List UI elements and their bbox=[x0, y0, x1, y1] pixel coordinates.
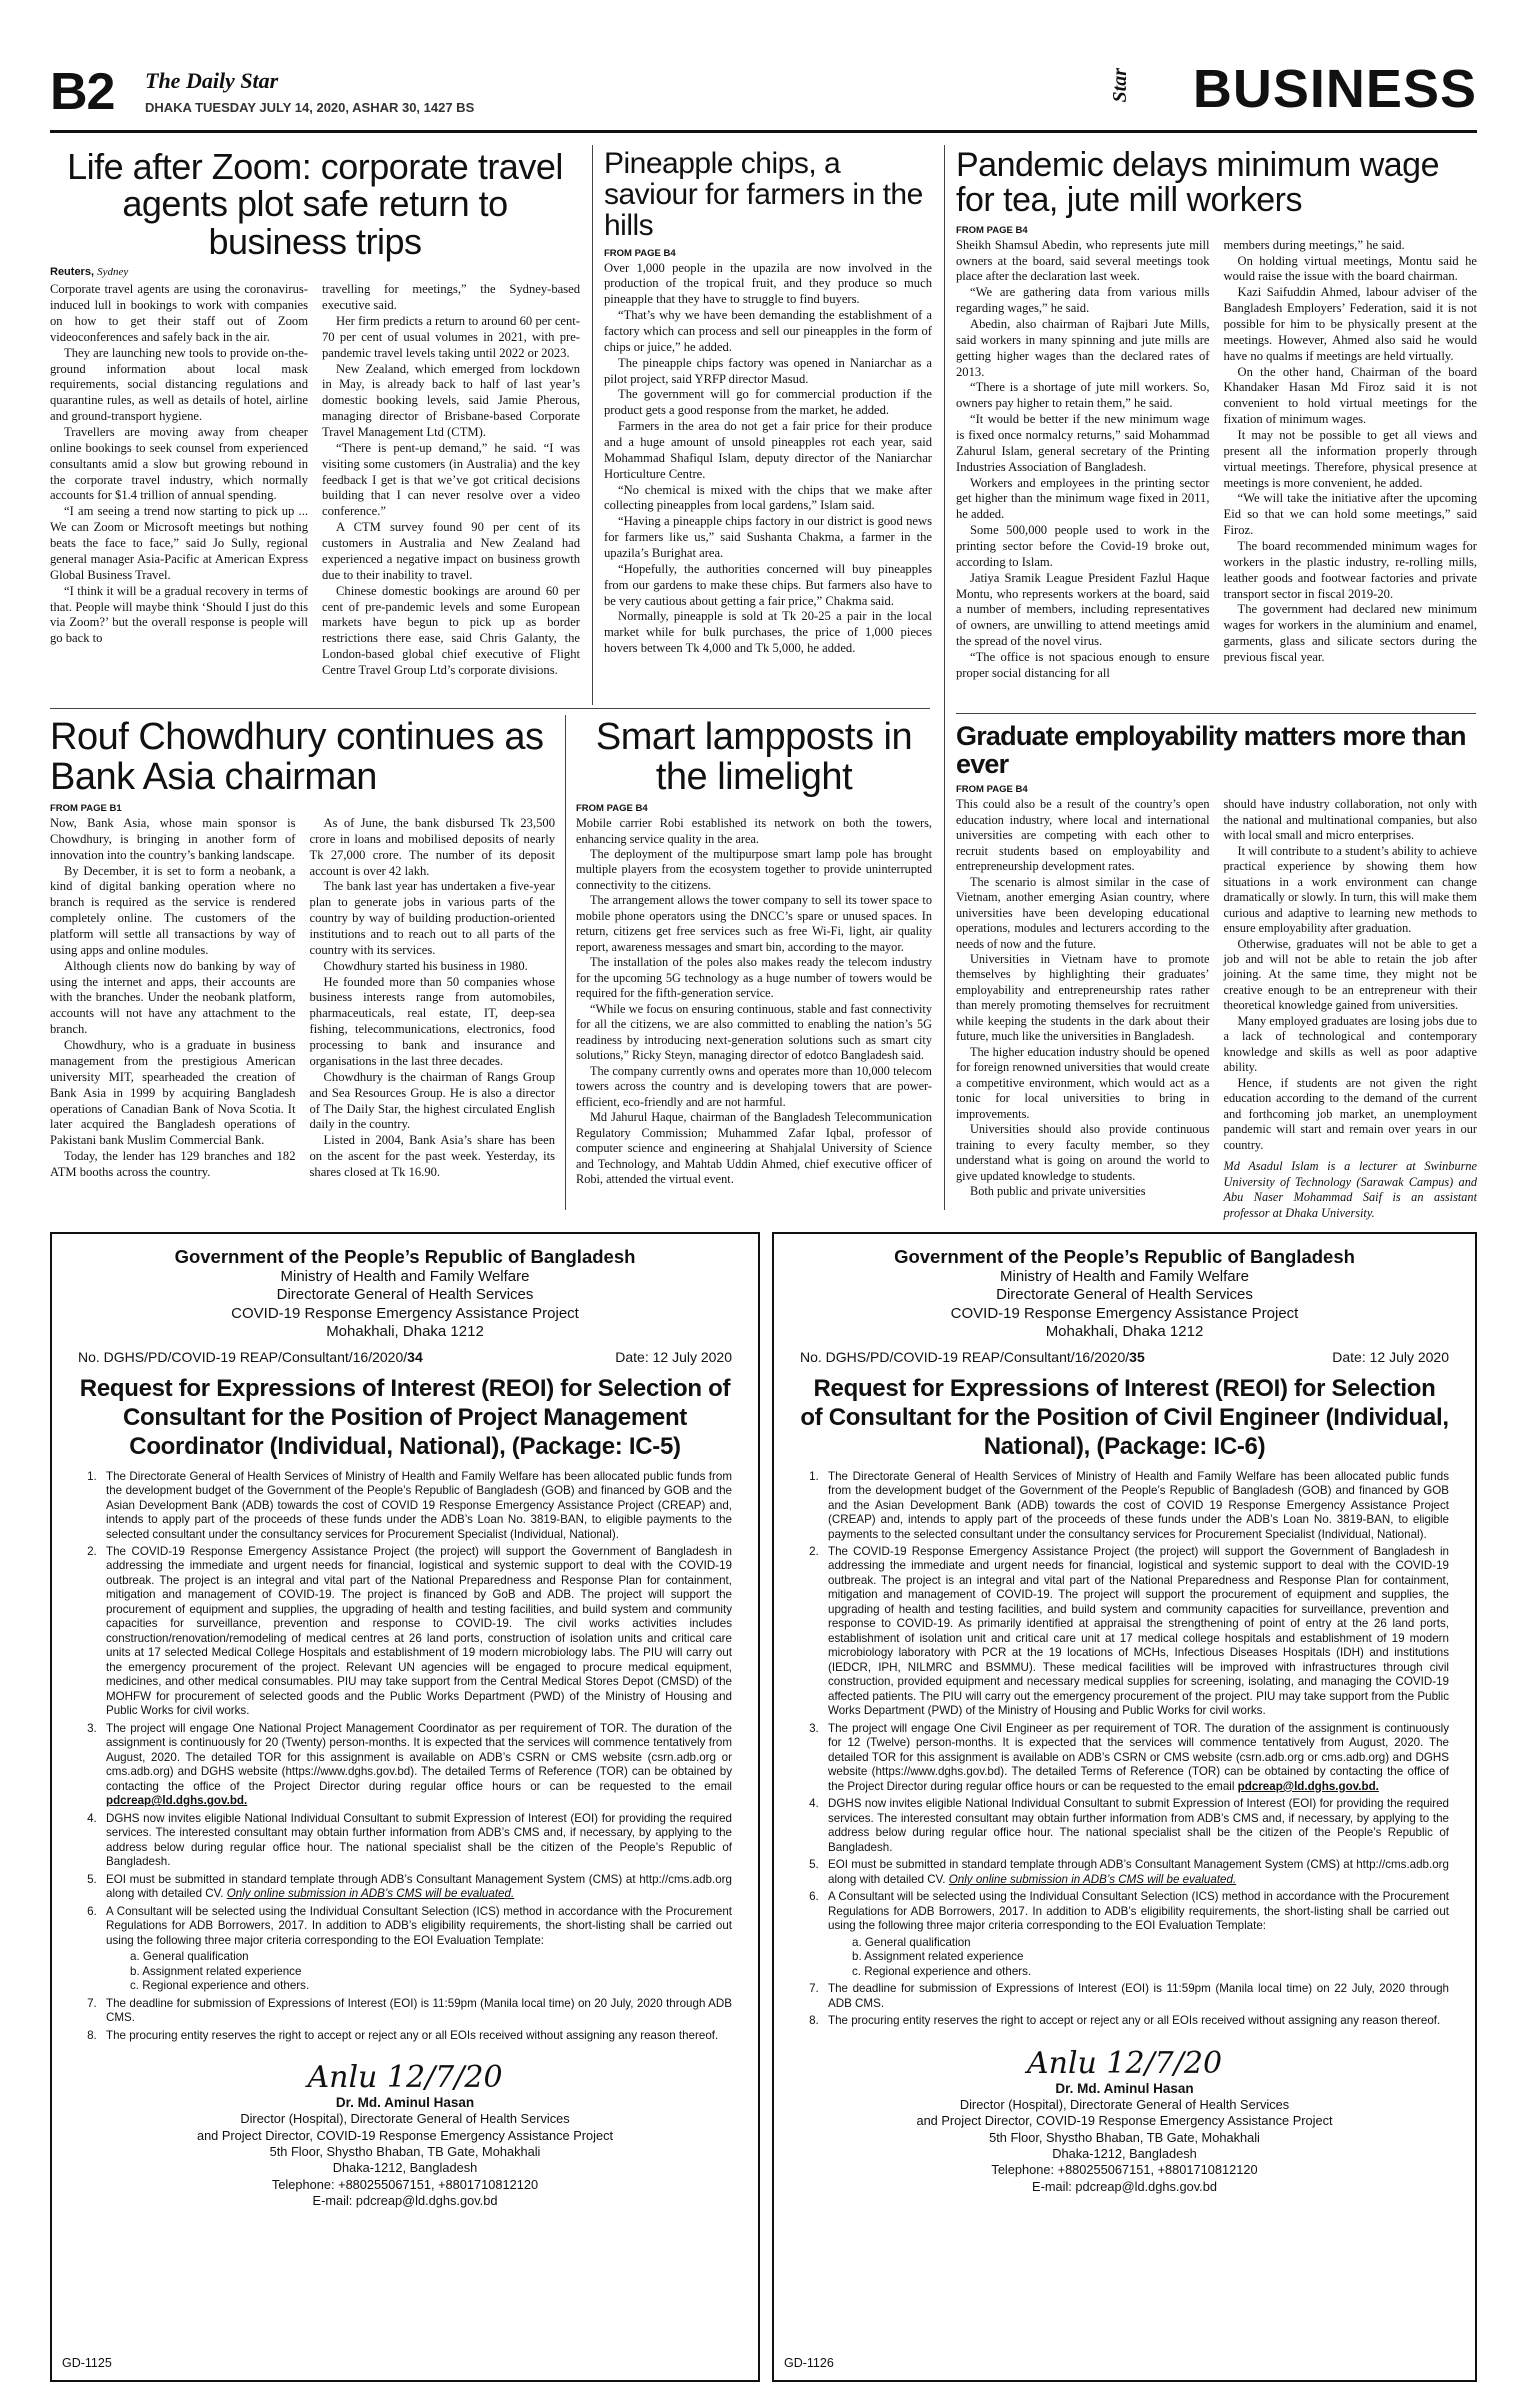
ad-date: Date: 12 July 2020 bbox=[1332, 1349, 1449, 1366]
signatory-title: and Project Director, COVID-19 Response Emergency Assistance Project bbox=[196, 2127, 614, 2143]
paragraph: The scenario is almost similar in the case of Vietnam, another emerging Asian country, where universities have been developing educational operations, modules and lecturers according to the needs of now and the future. bbox=[956, 874, 1210, 951]
ad-clause: 2. The COVID-19 Response Emergency Assistance Project (the project) will support the Government of Bangladesh in addressing the immediate and urgent needs for financial, logistical and systemic support to deal with the COVID-19 outbreak. The project is an integral and vital part of the National Preparedness and Response Plan for containment, mitigation and management of COVID-19. The project is financed by GoB and ADB. The project will support the procurement of equipment and supplies, the upgrading of health and testing facilities, and build system and community capacities for surveillance, prevention and response to COVID-19. The civil works activities includes construction/renovation/remodeling of medical centres at 26 land ports, construction of isolation units and critical care units at 17 selected Medical College Hospitals and establishment of 19 modern microbiology labs. The PIU will carry out the emergency procurement of the project. Relevant UN agencies will be engaged to procure medical equipment, medicines, and other medical consumables. PIU may take support from the Central Medical Stores Depot (CMSD) of the MOHFW for procurement of selected goods and the Public Works Department (PWD) of the Ministry of Housing and Public Works for civil works. bbox=[100, 1545, 732, 1719]
masthead-rule bbox=[50, 130, 1477, 133]
ad-criterion: c. Regional experience and others. bbox=[852, 1964, 1032, 1978]
ad-clause: 7. The deadline for submission of Expressions of Interest (EOI) is 11:59pm (Manila local time) on 22 July, 2020 through ADB CMS. bbox=[822, 1982, 1449, 2011]
ad-reference-prefix: No. DGHS/PD/COVID-19 REAP/Consultant/16/2020/ bbox=[78, 1349, 408, 1366]
paragraph: Listed in 2004, Bank Asia’s share has been on the ascent for the past week. Yesterday, its shares closed at Tk 16.90. bbox=[309, 1133, 555, 1179]
byline-agency: Reuters, bbox=[50, 266, 95, 279]
signatory-address: Dhaka-1212, Bangladesh bbox=[1052, 2145, 1197, 2161]
paragraph: Both public and private universities bbox=[970, 1184, 1146, 1199]
paragraph: “It would be better if the new minimum wage is fixed once normalcy returns,” said Mohammad Zahurul Islam, general secretary of the Printing Industries Association of Bangladesh. bbox=[956, 412, 1210, 474]
ad-clause bbox=[100, 1905, 732, 1994]
paragraph: Farmers in the area do not get a fair price for their produce and a huge amount of unsold pineapples rot each year, said Mohammad Shafiqul Islam, deputy director of the Naniarchar Horticulture Centre. bbox=[604, 419, 932, 481]
from-page: FROM PAGE B4 bbox=[956, 784, 1028, 796]
paragraph: Her firm predicts a return to around 60 per cent-70 per cent of usual volumes in 2021, with pre-pandemic travel levels taking until 2022 or 2023. bbox=[322, 314, 580, 360]
ad-criterion: b. Assignment related experience bbox=[852, 1950, 1024, 1964]
byline bbox=[50, 266, 580, 278]
paragraph: It will contribute to a student’s ability to achieve practical experience by showing them how situations in a work environment can change dramatically or slowly. In turn, this will make them curious and adaptive to learning new methods to ensure employability after graduation. bbox=[1223, 843, 1477, 936]
signatory-name: Dr. Md. Aminul Hasan bbox=[335, 2094, 475, 2110]
ad-email-link[interactable]: pdcreap@ld.dghs.gov.bd. bbox=[106, 1794, 248, 1808]
ad-reference bbox=[800, 1349, 1145, 1365]
ad-address: Mohakhali, Dhaka 1212 bbox=[1045, 1322, 1204, 1340]
from-page: FROM PAGE B4 bbox=[604, 247, 676, 259]
ad-clause: 8. The procuring entity reserves the right to accept or reject any or all EOIs received without assigning any reason thereof. bbox=[100, 2029, 732, 2043]
ad-criteria bbox=[846, 1936, 1449, 1979]
signatory-telephone: Telephone: +880255067151, +8801710812120 bbox=[991, 2162, 1258, 2178]
ad-clause-text: A Consultant will be selected using the Individual Consultant Selection (ICS) method in accordance with the Procurement Regulations for ADB Borrowers, 2017. In addition to ADB’s eligibility requirements, the short-listing shall be carried out using the following three major criteria corresponding to the EOI Evaluation Template: bbox=[106, 1904, 732, 1947]
ad-date: Date: 12 July 2020 bbox=[615, 1349, 732, 1366]
ad-reference-row bbox=[78, 1349, 732, 1365]
ad-criterion: a. General qualification bbox=[130, 1950, 249, 1964]
paragraph: “Hopefully, the authorities concerned will buy pineapples from our gardens to make these chips. But farmers also have to be very cautious about getting a fair price,” Chakma said. bbox=[604, 561, 932, 608]
paragraph: The higher education industry should be opened for foreign renowned universities that would create a competitive environment, which would act as a tonic for local universities to bring in improvements. bbox=[956, 1044, 1210, 1121]
paragraph: Universities should also provide continuous training to every faculty member, so they understand what is going on around the world to give updated knowledge to students. bbox=[956, 1122, 1210, 1183]
headline: Rouf Chowdhury continues as Bank Asia chairman bbox=[50, 716, 544, 798]
paragraph: The arrangement allows the tower company to sell its tower space to mobile phone operators using the DNCC’s spare or unused spaces. In return, citizens get free services such as free Wi-Fi, light, air quality report, awareness messages and smart bin, according to the mayor. bbox=[576, 893, 932, 954]
ad-criterion: a. General qualification bbox=[852, 1935, 971, 1949]
ad-signature-block bbox=[800, 2047, 1449, 2196]
paragraph: Normally, pineapple is sold at Tk 20-25 a pair in the local market while for bulk purchases, the price of 1,000 pieces hovers between Tk 4,000 and Tk 5,000, he added. bbox=[604, 609, 932, 656]
paragraph: “I am seeing a trend now starting to pick up ... We can Zoom or Microsoft meetings but nothing beats the face to face,” said Jo Sully, regional general manager Asia-Pacific at American Express Global Business Travel. bbox=[50, 504, 308, 582]
ad-clause bbox=[822, 1858, 1449, 1887]
paragraph: “There is a shortage of jute mill workers. So, owners pay higher to retain them,” he said. bbox=[956, 380, 1210, 411]
paragraph: Universities in Vietnam have to promote themselves by highlighting their graduates’ employability and entrepreneurship rates rather than merely promoting themselves for recruitment while keeping the students in the dark about their future, much like the universities in Bangladesh. bbox=[956, 952, 1210, 1044]
ad-clause-text: A Consultant will be selected using the Individual Consultant Selection (ICS) method in accordance with the Procurement Regulations for ADB Borrowers, 2017. In addition to ADB’s eligibility requirements, the short-listing shall be carried out using the following three major criteria corresponding to the EOI Evaluation Template: bbox=[828, 1890, 1449, 1933]
ad-reference-row bbox=[800, 1349, 1449, 1365]
article-pineapple-chips bbox=[604, 148, 932, 704]
paragraph: Chinese domestic bookings are around 60 per cent of pre-pandemic levels and some European markets have begun to pick up as border restrictions there ease, said Chris Galanty, the London-based global chief executive of Flight Centre Travel Group Ltd’s corporate divisions. bbox=[322, 583, 580, 677]
body-column bbox=[50, 282, 308, 678]
headline: Pandemic delays minimum wage for tea, jute mill workers bbox=[956, 146, 1439, 220]
headline: Graduate employability matters more than ever bbox=[956, 721, 1466, 780]
paragraph: members during meetings,” he said. bbox=[1223, 237, 1405, 252]
dateline: DHAKA TUESDAY JULY 14, 2020, ASHAR 30, 1427 BS bbox=[145, 100, 475, 115]
signatory-title: and Project Director, COVID-19 Response Emergency Assistance Project bbox=[916, 2113, 1333, 2129]
paragraph: “While we focus on ensuring continuous, stable and fast connectivity for all the citizens, we are also committed to enabling the nation’s 5G readiness by introducing next-generation solutions such as smart city solutions,” Ricky Steyn, managing director of edotco Bangladesh said. bbox=[576, 1001, 932, 1063]
article-minimum-wage bbox=[956, 148, 1477, 708]
advert-reoi-project-coordinator bbox=[50, 1232, 760, 2382]
paragraph: Corporate travel agents are using the coronavirus-induced lull in bookings to work with companies on how to get their staff out of Zoom videoconferences and safely back in the air. bbox=[50, 282, 308, 344]
ad-code: GD-1126 bbox=[784, 2356, 834, 2370]
paragraph: Chowdhury is the chairman of Rangs Group and Sea Resources Group. He is also a director of The Daily Star, the highest circulated English daily in the country. bbox=[309, 1069, 555, 1132]
column-divider bbox=[565, 715, 566, 1210]
paragraph: The board recommended minimum wages for workers in the plastic industry, re-rolling mills, leather goods and footwear factories and private transport sector in fiscal 2019-20. bbox=[1223, 539, 1477, 601]
ad-clauses bbox=[78, 1470, 732, 2043]
paragraph: “That’s why we have been demanding the establishment of a factory which can process and sell our pineapples in the form of chips or juice,” he added. bbox=[604, 308, 932, 354]
ad-clause-text: EOI must be submitted in standard template through ADB’s Consultant Management System (CMS) at http://cms.adb.org along with detailed CV. bbox=[106, 1872, 732, 1901]
paragraph: Over 1,000 people in the upazila are now involved in the production of the tropical fruit, and they produce so much pineapple that they have to struggle to find buyers. bbox=[604, 260, 932, 307]
author-note: Md Asadul Islam is a lecturer at Swinburne University of Technology (Sarawak Campus) and Abu Naser Mohammad Saif is an assistant professor at Dhaka University. bbox=[1223, 1159, 1477, 1220]
signatory-address: 5th Floor, Shystho Bhaban, TB Gate, Mohakhali bbox=[269, 2144, 541, 2159]
ad-criteria bbox=[124, 1950, 732, 1993]
ad-code: GD-1125 bbox=[62, 2356, 112, 2370]
ad-clauses bbox=[800, 1470, 1449, 2029]
body-column bbox=[576, 816, 932, 1188]
article-bank-asia bbox=[50, 718, 555, 1210]
paragraph: Jatiya Sramik League President Fazlul Haque Montu, who represents workers at the board, said a number of members, including representatives of owners, are unwilling to attend meetings amid the spread of the novel virus. bbox=[956, 570, 1210, 649]
ad-clause-text: EOI must be submitted in standard template through ADB’s Consultant Management System (CMS) at http://cms.adb.org along with detailed CV. bbox=[828, 1858, 1449, 1886]
paragraph: Abedin, also chairman of Rajbari Jute Mills, said workers in many spinning and jute mills are getting higher wages than the declared rates of 2013. bbox=[956, 317, 1210, 379]
byline-place: Sydney bbox=[97, 266, 129, 279]
article-graduate-employability bbox=[956, 721, 1477, 1220]
paragraph: On the other hand, Chairman of the board Khandaker Hasan Md Firoz said it is not convenient to hold virtual meetings for the fixation of minimum wages. bbox=[1223, 364, 1477, 427]
ad-clause: 8. The procuring entity reserves the right to accept or reject any or all EOIs received without assigning any reason thereof. bbox=[822, 2014, 1449, 2028]
paragraph: As of June, the bank disbursed Tk 23,500 crore in loans and mobilised deposits of nearly Tk 27,000 crore. The number of its deposit account is over 42 lakh. bbox=[309, 816, 555, 878]
ad-criterion: c. Regional experience and others. bbox=[130, 1979, 310, 1993]
paragraph: travelling for meetings,” the Sydney-based executive said. bbox=[322, 282, 580, 313]
article-smart-lampposts bbox=[576, 718, 932, 1210]
paragraph: Md Jahurul Haque, chairman of the Bangladesh Telecommunication Regulatory Commission; Muhammed Zafar Iqbal, professor of computer science and engineering at Shahjalal University of Science and Technology, and Mahtab Uddin Ahmed, chief executive officer of Robi, attended the virtual event. bbox=[576, 1110, 932, 1187]
paragraph: Now, Bank Asia, whose main sponsor is Chowdhury, is bringing in another form of innovation into the country’s banking landscape. bbox=[50, 816, 296, 862]
paragraph: “The office is not spacious enough to ensure proper social distancing for all bbox=[956, 650, 1210, 680]
paragraph: On holding virtual meetings, Montu said he would raise the issue with the board chairman. bbox=[1223, 253, 1477, 284]
ad-reference-number: 35 bbox=[1129, 1349, 1145, 1366]
paragraph: They are launching new tools to provide on-the-ground information about local mask requirements, social distancing regulations and quarantine rules, as well as details of hotel, airline and ground-transport hygiene. bbox=[50, 345, 308, 424]
headline: Life after Zoom: corporate travel agents plot safe return to business trips bbox=[67, 146, 563, 262]
headline: Smart lampposts in the limelight bbox=[595, 716, 913, 798]
body-column bbox=[604, 261, 932, 657]
paragraph: “There is pent-up demand,” he said. “I was visiting some customers (in Australia) and the key feedback I get is that we’ve got critical decisions building that I can never resolve over a video conference.” bbox=[322, 440, 580, 519]
ad-clause bbox=[100, 1722, 732, 1809]
paragraph: New Zealand, which emerged from lockdown in May, is already back to half of last year’s domestic booking levels, said Jamie Pherous, managing director of Brisbane-based Corporate Travel Management Ltd (CTM). bbox=[322, 361, 580, 440]
ad-clause: 1. The Directorate General of Health Services of Ministry of Health and Family Welfare has been allocated public funds from the development budget of the Government of the People’s Republic of Bangladesh (GOB) and financed by GOB and the Asian Development Bank (ADB) towards the cost of COVID 19 Response Emergency Assistance Project (CREAP) and, intends to apply part of the proceeds of these funds under the ADB’s Loan No. 3819-BAN, to eligible payments to the selected consultant under the consultancy services for Procurement Specialist (Individual, National). bbox=[100, 1470, 732, 1542]
ad-clause bbox=[822, 1890, 1449, 1979]
body-column bbox=[1224, 238, 1478, 682]
ad-clause: 4. DGHS now invites eligible National Individual Consultant to submit Expression of Interest (EOI) for providing the required services. The interested consultant may obtain further information from ADB’s CMS and, if necessary, by applying to the address below during regular office hour. The national specialist shall be the citizen of the People’s Republic of Bangladesh. bbox=[822, 1797, 1449, 1855]
ad-criterion: b. Assignment related experience bbox=[130, 1964, 302, 1978]
paragraph: The installation of the poles also makes ready the telecom industry for the upcoming 5G technology as a huge number of towers would be required for the fifth-generation service. bbox=[576, 955, 932, 1001]
body-column bbox=[1224, 797, 1478, 1221]
paragraph: By December, it is set to form a neobank, a kind of digital banking operation where no branch is required as the service is rendered completely online. The customers of the platform will settle all transactions by way of using apps and online modules. bbox=[50, 863, 296, 957]
handwritten-signature: Anlu 12/7/20 bbox=[1026, 2045, 1223, 2081]
article-corporate-travel bbox=[50, 148, 580, 704]
row-divider bbox=[956, 713, 1476, 714]
ad-title: Request for Expressions of Interest (REOI) for Selection of Consultant for the Position of Project Management Coordinator (Individual, National), (Package: IC-5) bbox=[79, 1375, 731, 1460]
page-number: B2 bbox=[50, 63, 115, 121]
advert-reoi-civil-engineer bbox=[772, 1232, 1477, 2382]
body-column bbox=[322, 282, 580, 678]
paragraph: Many employed graduates are losing jobs due to a lack of technological and contemporary knowledge and skills as well as poor adaptive ability. bbox=[1223, 1013, 1477, 1075]
body-column bbox=[956, 797, 1210, 1221]
column-divider bbox=[944, 145, 945, 1210]
paragraph: This could also be a result of the country’s open education industry, where local and international universities are competing with each other to recruit students based on employability and entrepreneurship development rates. bbox=[956, 797, 1210, 874]
paragraph: Travellers are moving away from cheaper online bookings to seek counsel from experienced consultants amid a slow but growing rebound in the corporate travel industry, which normally accounts for $1.4 trillion of annual spending. bbox=[50, 425, 308, 503]
paragraph: Today, the lender has 129 branches and 182 ATM booths across the country. bbox=[50, 1149, 296, 1179]
ad-directorate: Directorate General of Health Services bbox=[276, 1286, 534, 1304]
ad-clause: 4. DGHS now invites eligible National Individual Consultant to submit Expression of Interest (EOI) for providing the required services. The interested consultant may obtain further information from ADB’s CMS and, if necessary, by applying to the address below during regular office hour. The national specialist shall be the citizen of the People’s Republic of Bangladesh. bbox=[100, 1812, 732, 1870]
paragraph: “Having a pineapple chips factory in our district is good news for farmers like us,” said Sushanta Chakma, a farmer in the upazila’s Burighat area. bbox=[604, 514, 932, 561]
paragraph: Chowdhury, who is a graduate in business management from the prestigious American university MIT, spearheaded the creation of Bank Asia in 1999 by acquiring Bangladesh operations of Canadian Bank of Nova Scotia. It later acquired the Bangladesh operations of Pakistani bank Muslim Commercial Bank. bbox=[50, 1038, 296, 1148]
paragraph: The government had declared new minimum wages for workers in the aluminium and enamel, garments, glass and silicate sectors during the previous fiscal year. bbox=[1223, 602, 1477, 665]
ad-clause: 2. The COVID-19 Response Emergency Assistance Project (the project) will support the Government of Bangladesh in addressing the immediate and urgent needs for financial, logistical and systemic support to deal with the COVID-19 outbreak. The project is an integral and vital part of the National Preparedness and Response Plan for containment, mitigation and management of COVID-19. The project will support the procurement of equipment and supplies, the upgrading of health and testing facilities, and build system and community capacities for surveillance, prevention and response to COVID-19. As primarily identified at appraisal the strengthening of point of entry at the 26 land ports, establishment of isolation unit and critical care unit at 17 medical college hospitals and establishment of 19 modern microbiology laboratory with PCR at the 19 locations of MCHs, Infectious Diseases Hospitals (IDH) and institutions (IEDCR, IPH, NILMRC and BSMMU). These medical facilities will be improved with infrastructures through civil construction, provided equipment and necessary medical supplies for screening, isolating, and managing the COVID-19 affected patients. The PIU will carry out the emergency procurement of the project. PIU may take support from the Public Works Department (PWD) of the Ministry of Housing and Public Works for civil works. bbox=[822, 1545, 1449, 1719]
ad-directorate: Directorate General of Health Services bbox=[996, 1286, 1253, 1304]
paragraph: Workers and employees in the printing sector get higher than the minimum wage fixed in 2011, he added. bbox=[956, 475, 1210, 522]
paper-logo: The Daily Star bbox=[145, 68, 279, 93]
ad-clause bbox=[100, 1873, 732, 1902]
ad-online-note: Only online submission in ADB’s CMS will be evaluated. bbox=[226, 1887, 515, 1901]
signatory-title: Director (Hospital), Directorate General of Health Services bbox=[959, 2096, 1290, 2112]
ad-clause bbox=[822, 1722, 1449, 1794]
body-column bbox=[50, 816, 296, 1181]
paragraph: “No chemical is mixed with the chips that we make after collecting pineapples from local gardens,” Islam said. bbox=[604, 482, 932, 513]
paragraph: The company currently owns and operates more than 10,000 telecom towers across the country and is developing towers that are power-efficient, eco-friendly and are not harmful. bbox=[576, 1063, 932, 1109]
ad-clause: 7. The deadline for submission of Expressions of Interest (EOI) is 11:59pm (Manila local time) on 20 July, 2020 through ADB CMS. bbox=[100, 1997, 732, 2026]
ad-signature-block bbox=[78, 2061, 732, 2210]
ad-online-note: Only online submission in ADB’s CMS will be evaluated. bbox=[948, 1872, 1237, 1886]
paragraph: Some 500,000 people used to work in the printing sector before the Covid-19 broke out, according to Islam. bbox=[956, 523, 1210, 569]
ad-project: COVID-19 Response Emergency Assistance Project bbox=[950, 1304, 1299, 1322]
paragraph: The pineapple chips factory was opened in Naniarchar as a pilot project, said YRFP director Masud. bbox=[604, 355, 932, 386]
ad-clause-text: The project will engage One National Project Management Coordinator as per requirement of TOR. The duration of the assignment is continuously for 20 (Twenty) person-months. It is expected that the services will commence tentatively from August, 2020. The detailed TOR for this assignment is available on ADB’s CSRN or CMS website (csrn.adb.org or cms.adb.org) and DGHS website (https://www.dghs.gov.bd). The detailed Terms of Reference (TOR) can be obtained by contacting the office of the Project Director during regular office hours or can be requested to the email bbox=[106, 1721, 732, 1793]
paragraph: Although clients now do banking by way of using the internet and apps, their accounts are with the branches. Under the neobank platform, accounts will not have any attachment to the branch. bbox=[50, 958, 296, 1037]
signatory-telephone: Telephone: +880255067151, +8801710812120 bbox=[271, 2176, 539, 2192]
paragraph: Chowdhury started his business in 1980. bbox=[323, 958, 528, 973]
paragraph: Mobile carrier Robi established its network on both the towers, enhancing service quality in the area. bbox=[576, 816, 932, 846]
ad-government: Government of the People’s Republic of Bangladesh bbox=[894, 1246, 1355, 1267]
signatory-address: Dhaka-1212, Bangladesh bbox=[332, 2160, 478, 2176]
paragraph: It may not be possible to get all views and present all the information properly through virtual meetings. Therefore, physical presence at meetings is more convenient, he added. bbox=[1223, 428, 1477, 490]
body-column bbox=[310, 816, 556, 1181]
body-column bbox=[956, 238, 1210, 682]
row-divider bbox=[50, 708, 930, 709]
ad-ministry: Ministry of Health and Family Welfare bbox=[280, 1268, 530, 1285]
ad-project: COVID-19 Response Emergency Assistance Project bbox=[231, 1304, 579, 1322]
from-page: FROM PAGE B4 bbox=[956, 224, 1028, 236]
ad-clause: 1. The Directorate General of Health Services of Ministry of Health and Family Welfare has been allocated public funds from the development budget of the Government of the People’s Republic of Bangladesh (GOB) and financed by GOB and the Asian Development Bank (ADB) towards the cost of COVID 19 Response Emergency Assistance Project (CREAP) and, intends to apply part of the proceeds of these funds under the ADB’s Loan No. 3819-BAN, to eligible payments to the selected consultant under the consultancy services for Procurement Specialist (Individual, National). bbox=[822, 1470, 1449, 1542]
ad-address: Mohakhali, Dhaka 1212 bbox=[326, 1322, 484, 1340]
paragraph: Hence, if students are not given the right education according to the demand of the current and forthcoming job market, an unemployment pandemic will start and remain over years in our country. bbox=[1223, 1075, 1477, 1152]
paragraph: The government will go for commercial production if the product gets a good response from the market, he added. bbox=[604, 387, 932, 418]
star-mark: Star bbox=[1109, 68, 1131, 103]
paragraph: “I think it will be a gradual recovery in terms of that. People will maybe think ‘Should I just do this via Zoom?’ but the overall response is people will go back to bbox=[50, 583, 308, 646]
signatory-title: Director (Hospital), Directorate General of Health Services bbox=[240, 2111, 570, 2127]
paragraph: Otherwise, graduates will not be able to get a job and will not be able to retain the job after joining. At the same time, they might not be creative enough to be an entrepreneur with their theoretical knowledge gained from universities. bbox=[1223, 936, 1477, 1013]
section-title: BUSINESS bbox=[1192, 59, 1477, 119]
ad-government: Government of the People’s Republic of Bangladesh bbox=[174, 1246, 636, 1267]
ad-email-link[interactable]: pdcreap@ld.dghs.gov.bd. bbox=[1237, 1779, 1379, 1793]
signatory-email[interactable]: E-mail: pdcreap@ld.dghs.gov.bd bbox=[1032, 2178, 1217, 2194]
headline: Pineapple chips, a saviour for farmers in the hills bbox=[604, 147, 923, 243]
handwritten-signature: Anlu 12/7/20 bbox=[307, 2059, 503, 2095]
paragraph: The bank last year has undertaken a five-year plan to generate jobs in various parts of the country by way of building production-oriented institutions and to reach out to all parts of the country with its services. bbox=[309, 879, 555, 957]
paragraph: Kazi Saifuddin Ahmed, labour adviser of the Bangladesh Employers’ Federation, said it is not possible for him to be physically present at the meetings. However, Ahmed also said he would have no qualms if meetings are held virtually. bbox=[1223, 285, 1477, 363]
ad-title: Request for Expressions of Interest (REOI) for Selection of Consultant for the Position of Civil Engineer (Individual, National), (Package: IC-6) bbox=[800, 1375, 1449, 1460]
signatory-email[interactable]: E-mail: pdcreap@ld.dghs.gov.bd bbox=[312, 2193, 498, 2209]
column-divider bbox=[592, 145, 593, 705]
paragraph: “We are gathering data from various mills regarding wages,” he said. bbox=[956, 285, 1210, 316]
paragraph: The deployment of the multipurpose smart lamp pole has brought multiple players from the ecosystem together to provide uninterrupted connectivity to the citizens. bbox=[576, 847, 932, 892]
paragraph: He founded more than 50 companies whose business interests range from automobiles, pharmaceuticals, real estate, IT, deep-sea fishing, telecommunications, electronics, food processing to bank and insurance and organisations in the last three decades. bbox=[309, 974, 555, 1068]
ad-reference bbox=[78, 1349, 423, 1365]
paragraph: Sheikh Shamsul Abedin, who represents jute mill owners at the board, said several meetings took place after the declaration last week. bbox=[956, 237, 1210, 284]
ad-reference-prefix: No. DGHS/PD/COVID-19 REAP/Consultant/16/2020/ bbox=[800, 1349, 1130, 1366]
signatory-address: 5th Floor, Shystho Bhaban, TB Gate, Mohakhali bbox=[989, 2129, 1260, 2145]
ad-clause-text: The project will engage One Civil Engineer as per requirement of TOR. The duration of the assignment is continuously for 12 (Twelve) person-months. It is expected that the services will commence tentatively from August, 2020. The detailed TOR for this assignment is available on ADB’s CSRN or CMS website (csrn.adb.org or cms.adb.org) and DGHS website (https://www.dghs.gov.bd). The detailed Terms of Reference (TOR) can be obtained by contacting the office of the Project Director during regular office hours or can be requested to the email bbox=[828, 1721, 1449, 1793]
paragraph: “We will take the initiative after the upcoming Eid so that we can hold some meetings,” said Firoz. bbox=[1223, 491, 1477, 538]
signatory-name: Dr. Md. Aminul Hasan bbox=[1055, 2080, 1194, 2096]
from-page: FROM PAGE B4 bbox=[576, 803, 648, 815]
ad-reference-number: 34 bbox=[407, 1349, 423, 1366]
from-page: FROM PAGE B1 bbox=[50, 803, 122, 815]
paragraph: should have industry collaboration, not only with the national and multinational companies, but also with local small and micro enterprises. bbox=[1223, 797, 1477, 843]
paragraph: A CTM survey found 90 per cent of its customers in Australia and New Zealand had experienced a negative impact on business growth due to their inability to travel. bbox=[322, 520, 580, 582]
ad-ministry: Ministry of Health and Family Welfare bbox=[1000, 1268, 1249, 1285]
